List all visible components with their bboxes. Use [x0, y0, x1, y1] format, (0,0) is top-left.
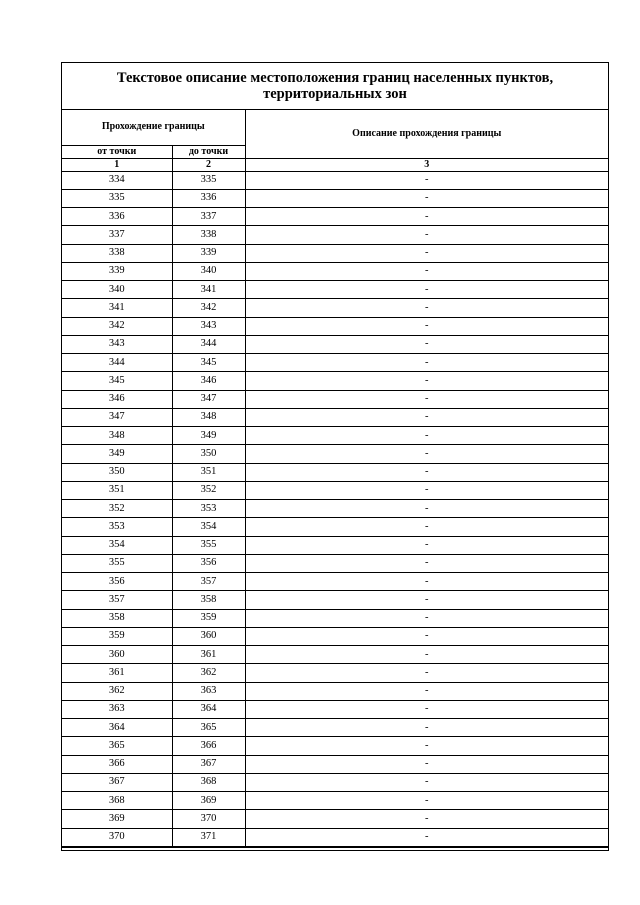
row-description: -	[245, 189, 608, 207]
row-from-point: 350	[62, 463, 172, 481]
row-from-point: 362	[62, 682, 172, 700]
row-description: -	[245, 171, 608, 189]
header-col-number-2: 2	[172, 158, 245, 171]
header-from-point: от точки	[62, 145, 172, 158]
row-from-point: 337	[62, 226, 172, 244]
row-from-point: 336	[62, 208, 172, 226]
row-description: -	[245, 208, 608, 226]
row-description: -	[245, 536, 608, 554]
row-to-point: 351	[172, 463, 245, 481]
row-to-point: 367	[172, 755, 245, 773]
table-row	[62, 244, 608, 262]
row-description: -	[245, 573, 608, 591]
row-from-point: 340	[62, 281, 172, 299]
table-row	[62, 372, 608, 390]
row-description: -	[245, 463, 608, 481]
table-row	[62, 627, 608, 645]
table-row	[62, 281, 608, 299]
row-from-point: 364	[62, 719, 172, 737]
row-from-point: 338	[62, 244, 172, 262]
row-from-point: 335	[62, 189, 172, 207]
table-row	[62, 828, 608, 846]
row-description: -	[245, 390, 608, 408]
row-description: -	[245, 719, 608, 737]
row-from-point: 353	[62, 518, 172, 536]
row-description: -	[245, 408, 608, 426]
table-row	[62, 299, 608, 317]
row-to-point: 352	[172, 481, 245, 499]
row-description: -	[245, 281, 608, 299]
row-from-point: 343	[62, 335, 172, 353]
row-from-point: 369	[62, 810, 172, 828]
row-to-point: 349	[172, 427, 245, 445]
row-from-point: 345	[62, 372, 172, 390]
table-row	[62, 609, 608, 627]
table-row	[62, 262, 608, 280]
header-boundary-passage: Прохождение границы	[62, 110, 245, 145]
row-description: -	[245, 700, 608, 718]
row-from-point: 352	[62, 500, 172, 518]
table-row	[62, 317, 608, 335]
table-row	[62, 664, 608, 682]
row-from-point: 351	[62, 481, 172, 499]
row-to-point: 371	[172, 828, 245, 846]
row-to-point: 366	[172, 737, 245, 755]
table-row	[62, 536, 608, 554]
row-to-point: 359	[172, 609, 245, 627]
table-row	[62, 591, 608, 609]
row-to-point: 341	[172, 281, 245, 299]
table-row	[62, 573, 608, 591]
row-to-point: 358	[172, 591, 245, 609]
row-description: -	[245, 773, 608, 791]
table-row	[62, 755, 608, 773]
row-description: -	[245, 445, 608, 463]
row-from-point: 361	[62, 664, 172, 682]
row-to-point: 361	[172, 646, 245, 664]
row-from-point: 354	[62, 536, 172, 554]
table-row	[62, 719, 608, 737]
row-to-point: 364	[172, 700, 245, 718]
row-to-point: 337	[172, 208, 245, 226]
boundary-table	[62, 110, 608, 847]
row-to-point: 368	[172, 773, 245, 791]
row-description: -	[245, 354, 608, 372]
row-to-point: 338	[172, 226, 245, 244]
row-from-point: 360	[62, 646, 172, 664]
table-row	[62, 700, 608, 718]
table-row	[62, 226, 608, 244]
row-to-point: 355	[172, 536, 245, 554]
table-row	[62, 463, 608, 481]
row-description: -	[245, 372, 608, 390]
row-from-point: 356	[62, 573, 172, 591]
table-row	[62, 554, 608, 572]
row-to-point: 339	[172, 244, 245, 262]
row-from-point: 359	[62, 627, 172, 645]
row-description: -	[245, 609, 608, 627]
table-row	[62, 189, 608, 207]
header-col-number-3: 3	[245, 158, 608, 171]
row-to-point: 342	[172, 299, 245, 317]
document-title-line-2: территориальных зон	[263, 86, 407, 102]
row-from-point: 334	[62, 171, 172, 189]
row-description: -	[245, 427, 608, 445]
row-description: -	[245, 810, 608, 828]
row-to-point: 369	[172, 792, 245, 810]
row-from-point: 344	[62, 354, 172, 372]
row-description: -	[245, 792, 608, 810]
row-description: -	[245, 244, 608, 262]
row-description: -	[245, 226, 608, 244]
row-to-point: 357	[172, 573, 245, 591]
table-row	[62, 390, 608, 408]
row-to-point: 365	[172, 719, 245, 737]
row-from-point: 348	[62, 427, 172, 445]
row-description: -	[245, 500, 608, 518]
table-row	[62, 481, 608, 499]
row-description: -	[245, 262, 608, 280]
table-row	[62, 792, 608, 810]
row-from-point: 370	[62, 828, 172, 846]
row-to-point: 346	[172, 372, 245, 390]
row-from-point: 365	[62, 737, 172, 755]
row-from-point: 341	[62, 299, 172, 317]
row-description: -	[245, 518, 608, 536]
row-to-point: 348	[172, 408, 245, 426]
row-to-point: 343	[172, 317, 245, 335]
row-to-point: 335	[172, 171, 245, 189]
row-description: -	[245, 299, 608, 317]
row-description: -	[245, 317, 608, 335]
table-row	[62, 500, 608, 518]
row-to-point: 354	[172, 518, 245, 536]
table-row	[62, 171, 608, 189]
document-title	[62, 63, 608, 110]
row-to-point: 362	[172, 664, 245, 682]
row-to-point: 363	[172, 682, 245, 700]
boundary-description-document	[61, 62, 609, 851]
table-row	[62, 773, 608, 791]
row-to-point: 360	[172, 627, 245, 645]
row-description: -	[245, 755, 608, 773]
table-row	[62, 737, 608, 755]
table-row	[62, 427, 608, 445]
row-from-point: 355	[62, 554, 172, 572]
row-to-point: 356	[172, 554, 245, 572]
row-description: -	[245, 646, 608, 664]
row-to-point: 353	[172, 500, 245, 518]
row-description: -	[245, 554, 608, 572]
row-from-point: 342	[62, 317, 172, 335]
header-col-number-1: 1	[62, 158, 172, 171]
row-description: -	[245, 335, 608, 353]
table-row	[62, 810, 608, 828]
row-from-point: 357	[62, 591, 172, 609]
row-from-point: 358	[62, 609, 172, 627]
table-row	[62, 208, 608, 226]
row-to-point: 350	[172, 445, 245, 463]
row-from-point: 347	[62, 408, 172, 426]
row-to-point: 370	[172, 810, 245, 828]
row-description: -	[245, 682, 608, 700]
header-to-point: до точки	[172, 145, 245, 158]
row-to-point: 336	[172, 189, 245, 207]
document-title-line-1: Текстовое описание местоположения границ населенных пунктов,	[116, 70, 554, 86]
row-from-point: 367	[62, 773, 172, 791]
row-description: -	[245, 828, 608, 846]
row-to-point: 344	[172, 335, 245, 353]
header-description: Описание прохождения границы	[245, 110, 608, 158]
row-from-point: 366	[62, 755, 172, 773]
table-row	[62, 646, 608, 664]
table-row	[62, 682, 608, 700]
row-to-point: 345	[172, 354, 245, 372]
table-row	[62, 445, 608, 463]
table-row	[62, 354, 608, 372]
row-from-point: 363	[62, 700, 172, 718]
row-to-point: 340	[172, 262, 245, 280]
row-description: -	[245, 627, 608, 645]
row-from-point: 339	[62, 262, 172, 280]
row-description: -	[245, 591, 608, 609]
boundary-table-header	[62, 110, 608, 171]
table-row	[62, 335, 608, 353]
row-description: -	[245, 664, 608, 682]
table-row	[62, 518, 608, 536]
row-to-point: 347	[172, 390, 245, 408]
row-description: -	[245, 481, 608, 499]
table-row	[62, 408, 608, 426]
table-bottom-border	[62, 847, 608, 850]
row-from-point: 368	[62, 792, 172, 810]
row-description: -	[245, 737, 608, 755]
row-from-point: 346	[62, 390, 172, 408]
boundary-table-body	[62, 171, 608, 846]
row-from-point: 349	[62, 445, 172, 463]
